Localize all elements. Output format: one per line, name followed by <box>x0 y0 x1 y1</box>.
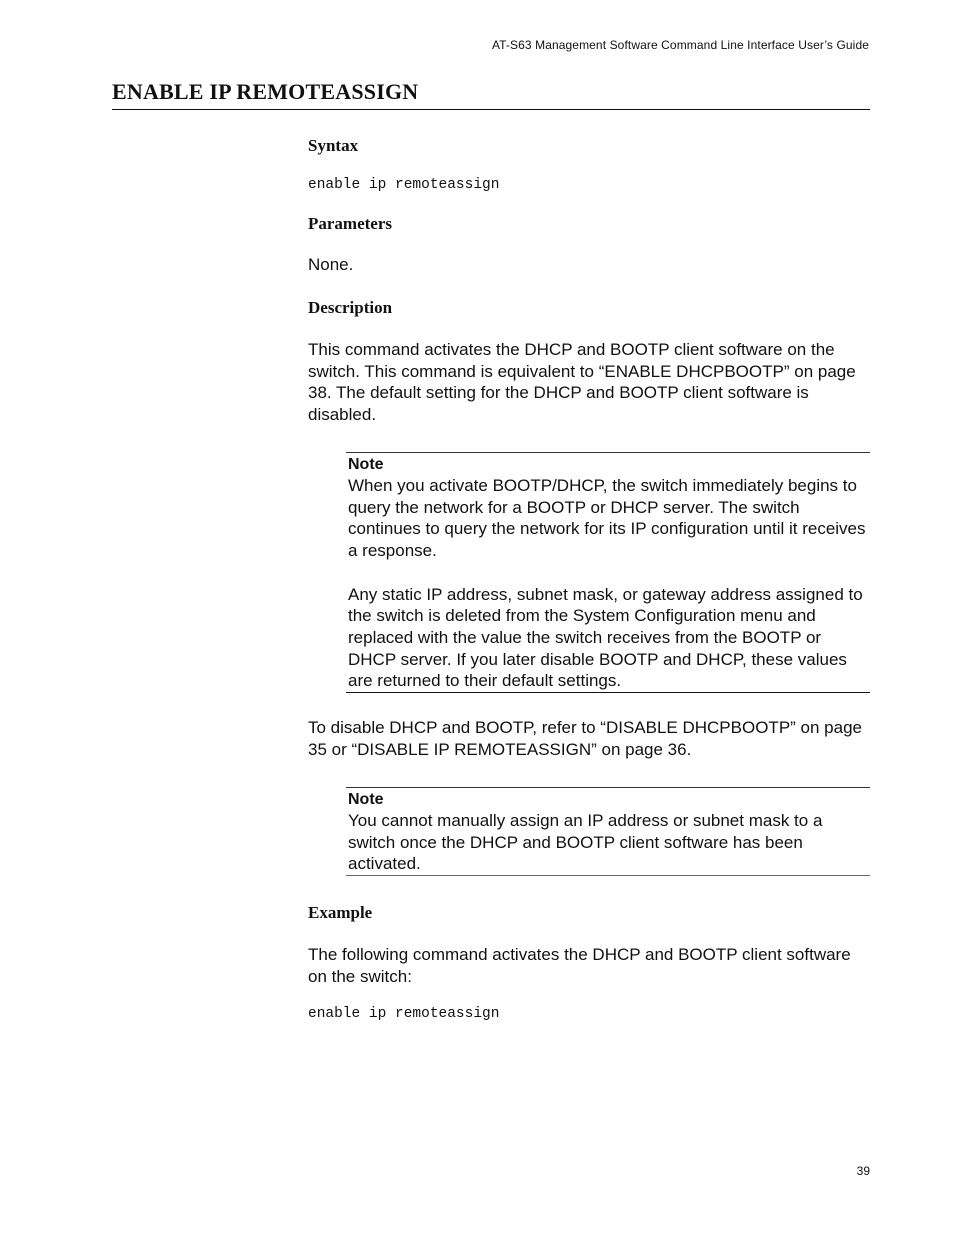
disable-reference-paragraph: To disable DHCP and BOOTP, refer to “DISABLE DHCPBOOTP” on page 35 or “DISABLE IP REMOTEASSIGN” on page 36. <box>308 718 862 759</box>
note-text: Any static IP address, subnet mask, or gateway address assigned to the switch is deleted from the System Configuration menu and replaced with the value the switch receives from the BOOTP or DHCP server. If you later disable BOOTP and DHCP, these values are returned to their default settings. <box>348 584 863 691</box>
example-command: enable ip remoteassign <box>308 1006 500 1022</box>
example-heading: Example <box>308 903 373 922</box>
note-box <box>346 787 870 876</box>
page-title: ENABLE IP REMOTEASSIGN <box>112 79 419 104</box>
parameters-text: None. <box>308 255 354 274</box>
description-heading: Description <box>308 298 393 317</box>
note-box <box>346 452 870 693</box>
syntax-command: enable ip remoteassign <box>308 177 500 193</box>
page-number: 39 <box>856 1164 870 1178</box>
running-header: AT-S63 Management Software Command Line Interface User’s Guide <box>491 38 869 52</box>
note-label: Note <box>348 456 384 473</box>
parameters-heading: Parameters <box>308 214 393 233</box>
syntax-heading: Syntax <box>308 136 359 155</box>
note-label: Note <box>348 791 384 808</box>
title-rule <box>112 109 870 110</box>
example-text: The following command activates the DHCP and BOOTP client software on the switch: <box>308 945 851 986</box>
note-text: When you activate BOOTP/DHCP, the switch immediately begins to query the network for a BOOTP or DHCP server. The switch continues to query the network for its IP configuration until it receives a response. <box>348 476 866 561</box>
note-text: You cannot manually assign an IP address or subnet mask to a switch once the DHCP and BOOTP client software has been activated. <box>348 811 823 874</box>
description-paragraph: This command activates the DHCP and BOOTP client software on the switch. This command is equivalent to “ENABLE DHCPBOOTP” on page 38. The default setting for the DHCP and BOOTP client software is disabled. <box>308 340 856 425</box>
